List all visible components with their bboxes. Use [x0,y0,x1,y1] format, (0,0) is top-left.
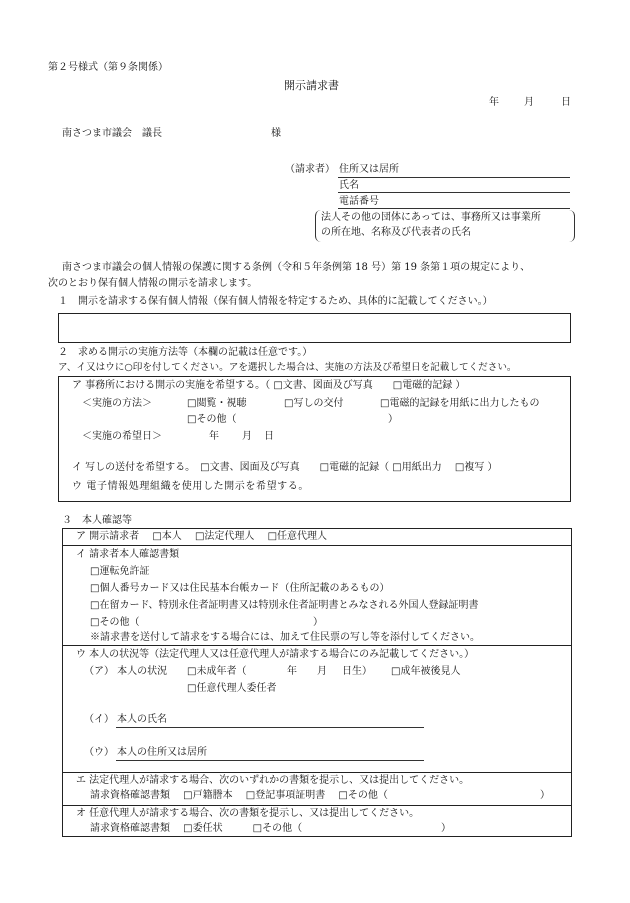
status-minor[interactable]: □未成年者（ [187,666,247,677]
section2-option-a[interactable]: ア 事務所における開示の実施を希望する。（ □文書、図面及び写真 □電磁的記録 ） [72,380,466,391]
preferred-date-label: ＜実施の希望日＞ [82,431,162,442]
id-docs-title: イ 請求者本人確認書類 [76,549,180,560]
id-doc-other-close: ） [313,617,323,628]
principal-name-line[interactable] [116,727,424,728]
phone-field-line[interactable] [338,208,570,209]
principal-status-label: （ア） 本人の状況 [84,666,168,677]
voluntary-agent-docs[interactable]: 請求資格確認書類 □委任状 □その他（ [90,823,303,834]
principal-address-label: 本人の住所又は居所 [117,747,207,758]
method-label: ＜実施の方法＞ [82,398,152,409]
date-day: 日 [561,97,571,108]
date-month: 月 [524,97,534,108]
addressee-sama: 様 [271,128,281,139]
section2-heading: ２ 求める開示の実施方法等（本欄の記載は任意です。） [58,347,313,358]
date-year: 年 [489,97,499,108]
status-proxy-principal[interactable]: □任意代理人委任者 [187,683,277,694]
legal-agent-docs[interactable]: 請求資格確認書類 □戸籍謄本 □登記事項証明書 □その他（ [90,790,388,801]
page-title: 開示請求書 [284,79,339,92]
method-view[interactable]: □閲覧・視聴 [187,398,247,409]
section2-option-i[interactable]: イ 写しの送付を希望する。 □文書、図面及び写真 □電磁的記録（ □用紙出力 □複写 ） [72,462,498,473]
principal-address-line[interactable] [116,760,424,761]
principal-name-label-num: （イ） [84,714,114,725]
name-field-line[interactable] [338,192,570,193]
row-divider [62,772,572,773]
section2-option-u[interactable]: ウ 電子情報処理組織を使用した開示を希望する。 [72,481,309,492]
address-field-line[interactable] [338,177,570,178]
voluntary-agent-title: オ 任意代理人が請求する場合、次の書類を提示し、又は提出してください。 [76,808,420,819]
method-other[interactable]: □その他（ [187,414,237,425]
birth-month: 月 [317,666,327,677]
id-doc-other[interactable]: □その他（ [90,617,140,628]
id-doc-license[interactable]: □運転免許証 [90,566,150,577]
id-docs-note: ※請求書を送付して請求をする場合には、加えて住民票の写し等を添付してください。 [90,632,480,643]
requester-type[interactable]: ア 開示請求者 □本人 □法定代理人 □任意代理人 [76,531,328,542]
preferred-date-year: 年 [209,431,219,442]
row-divider [62,805,572,806]
row-divider [62,545,572,546]
id-doc-residence[interactable]: □在留カード、特別永住者証明書又は特別永住者証明書とみなされる外国人登録証明書 [90,600,479,611]
requester-address-label: 住所又は居所 [339,164,399,175]
method-other-close: ） [388,414,398,425]
status-adult-guardian[interactable]: □成年被後見人 [391,666,461,677]
principal-name-label: 本人の氏名 [117,714,167,725]
section1-heading: １ 開示を請求する保有個人情報（保有個人情報を特定するため、具体的に記載してください。） [58,296,493,307]
legal-agent-title: エ 法定代理人が請求する場合、次のいずれかの書類を提示し、又は提出してください。 [76,775,470,786]
row-divider [62,645,572,646]
principal-status-title: ウ 本人の状況等（法定代理人又は任意代理人が請求する場合にのみ記載してください。） [76,649,475,660]
form-number: 第２号様式（第９条関係） [48,62,168,73]
voluntary-agent-docs-close: ） [441,823,451,834]
corp-note-line2: の所在地、名称及び代表者の氏名 [321,227,471,238]
birth-day: 日生） [342,666,372,677]
intro-line1: 南さつま市議会の個人情報の保護に関する条例（令和５年条例第 18 号）第 19 条第１項の規定により、 [62,262,531,273]
requester-name-label: 氏名 [339,180,359,191]
requester-phone-label: 電話番号 [339,196,379,207]
section3-heading: ３ 本人確認等 [62,515,132,526]
legal-agent-docs-close: ） [540,790,550,801]
corp-note-line1: 法人その他の団体にあっては、事務所又は事業所 [321,212,541,223]
preferred-date-month: 月 [242,431,252,442]
method-printout[interactable]: □電磁的記録を用紙に出力したもの [380,398,540,409]
principal-address-label-num: （ウ） [84,747,114,758]
method-copy[interactable]: □写しの交付 [284,398,344,409]
section2-note: ア、イ又はウに○印を付してください。アを選択した場合は、実施の方法及び希望日を記載してください。 [58,362,517,373]
addressee: 南さつま市議会 議長 [62,128,162,139]
requester-label: （請求者） [285,164,335,175]
preferred-date-day: 日 [264,431,274,442]
birth-year: 年 [287,666,297,677]
section1-input-box[interactable] [58,313,571,343]
intro-line2: 次のとおり保有個人情報の開示を請求します。 [48,278,258,289]
id-doc-mynumber[interactable]: □個人番号カード又は住民基本台帳カード（住所記載のあるもの） [90,583,390,594]
